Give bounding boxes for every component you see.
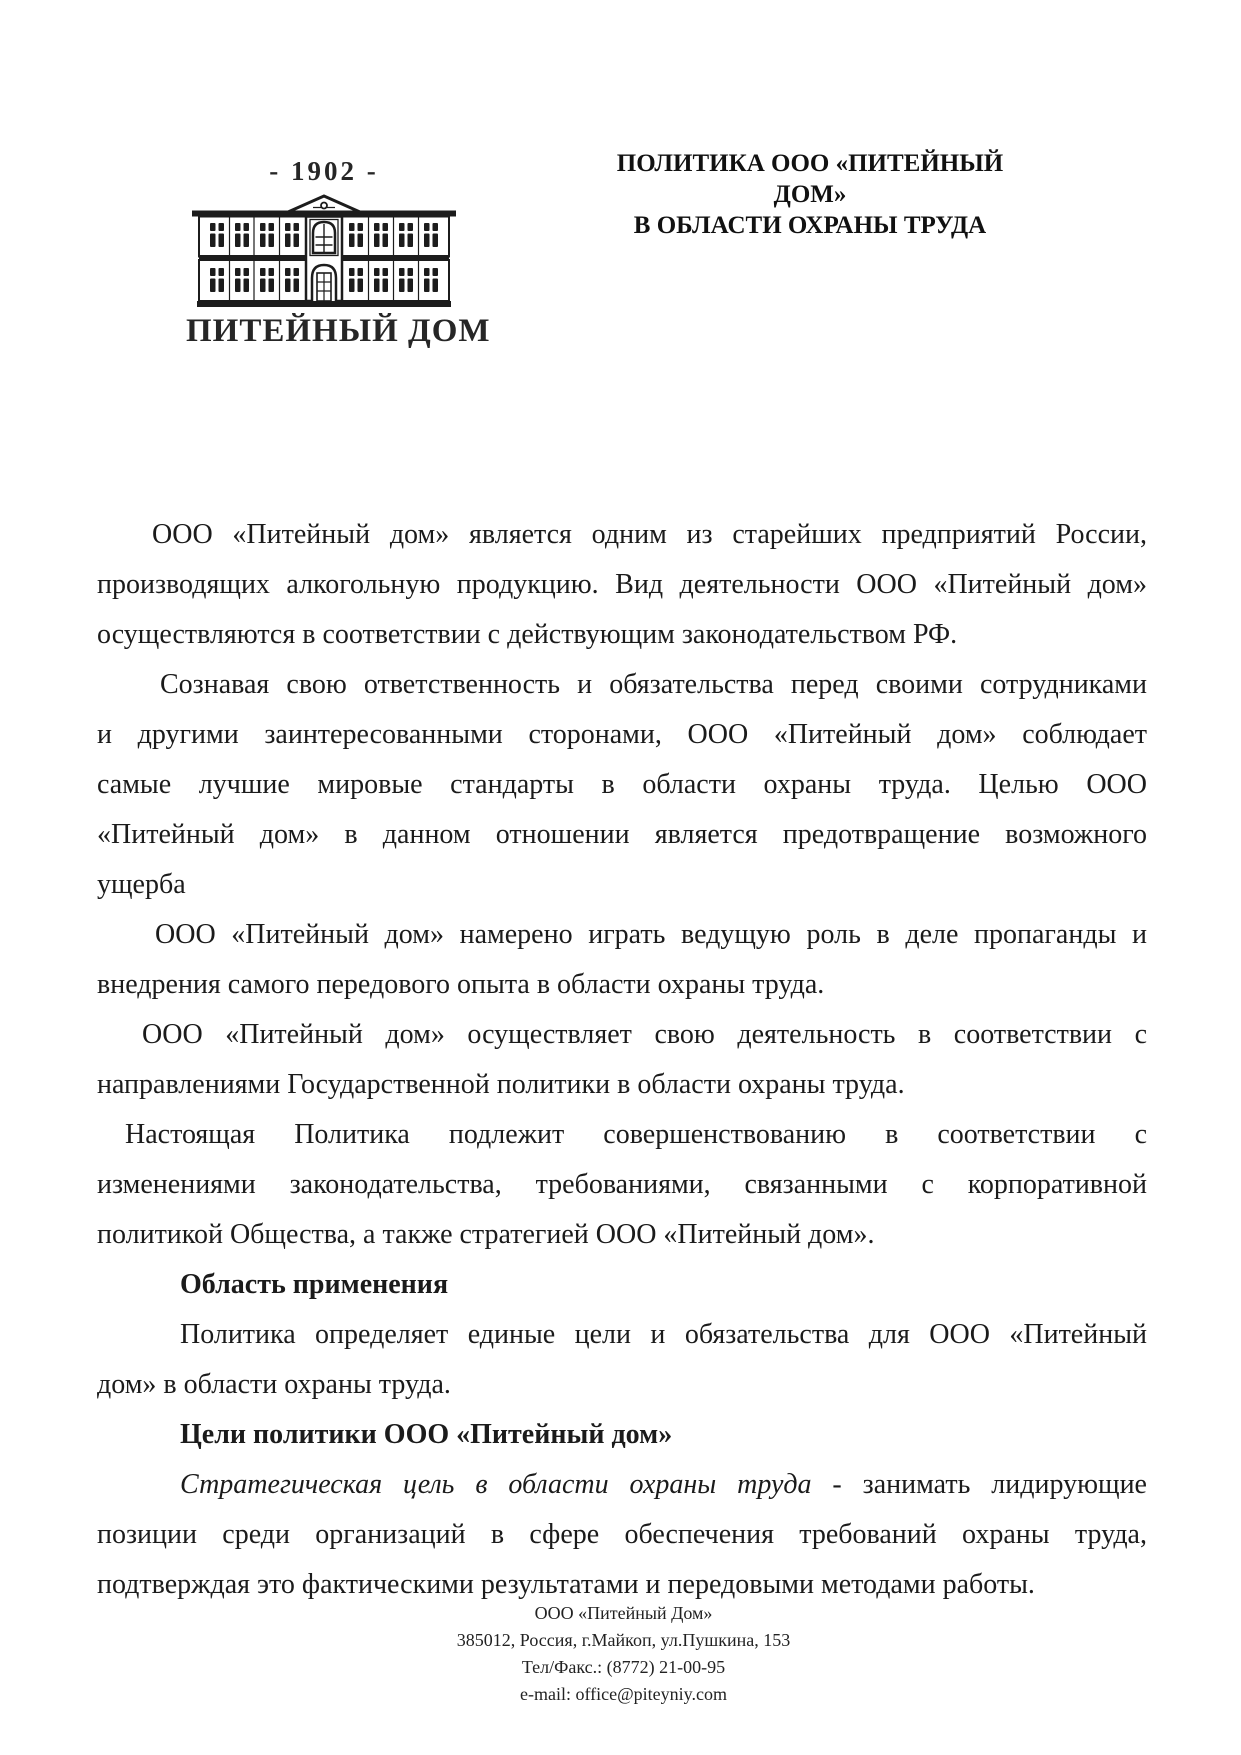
- footer-email: e-mail: office@piteyniy.com: [519, 1684, 727, 1704]
- body-line: внедрения самого передового опыта в области охраны труда.: [97, 969, 825, 1000]
- strategic-goal-rest: - занимать лидирующие: [811, 1469, 1147, 1500]
- strategic-goal-italic: Стратегическая цель в области охраны труда: [180, 1469, 812, 1500]
- document-title-line2: В ОБЛАСТИ ОХРАНЫ ТРУДА: [633, 212, 987, 239]
- footer-phone: Тел/Факс.: (8772) 21-00-95: [521, 1657, 726, 1677]
- body-line: ООО «Питейный дом» осуществляет свою деятельность в соответствии с: [142, 1019, 1147, 1050]
- logo-wordmark: ПИТЕЙНЫЙ ДОМ: [186, 313, 491, 349]
- body-line: дом» в области охраны труда.: [97, 1369, 451, 1400]
- body-line: и другими заинтересованными сторонами, ООО «Питейный дом» соблюдает: [97, 719, 1147, 750]
- body-line: Политика определяет единые цели и обязательства для ООО «Питейный: [180, 1319, 1147, 1350]
- body-line: позиции среди организаций в сфере обеспечения требований охраны труда,: [97, 1519, 1147, 1550]
- body-line: политикой Общества, а также стратегией ООО «Питейный дом».: [97, 1219, 875, 1250]
- body-line: ООО «Питейный дом» является одним из старейших предприятий России,: [152, 519, 1147, 550]
- letterhead-footer: [97, 1600, 1150, 1708]
- body-line: «Питейный дом» в данном отношении является предотвращение возможного: [97, 819, 1147, 850]
- body-line: подтверждая это фактическими результатами и передовыми методами работы.: [97, 1569, 1035, 1600]
- document-body: [97, 510, 1147, 1610]
- body-line: ущерба: [97, 869, 186, 900]
- body-line: Сознавая свою ответственность и обязательства перед своими сотрудниками: [160, 669, 1147, 700]
- section-heading-scope: Область применения: [180, 1269, 449, 1300]
- building-facade-icon: [192, 193, 456, 311]
- body-line: производящих алкогольную продукцию. Вид деятельности ООО «Питейный дом»: [97, 569, 1147, 600]
- body-line: Настоящая Политика подлежит совершенствованию в соответствии с: [125, 1119, 1147, 1150]
- footer-company-name: ООО «Питейный Дом»: [534, 1603, 713, 1623]
- body-line: ООО «Питейный дом» намерено играть ведущую роль в деле пропаганды и: [155, 919, 1147, 950]
- footer-address: 385012, Россия, г.Майкоп, ул.Пушкина, 153: [456, 1630, 791, 1650]
- body-line: направлениями Государственной политики в области охраны труда.: [97, 1069, 905, 1100]
- document-title: [592, 148, 1028, 241]
- section-heading-goals: Цели политики ООО «Питейный дом»: [180, 1419, 673, 1450]
- body-line: изменениями законодательства, требованиями, связанными с корпоративной: [97, 1169, 1147, 1200]
- logo-year-label: - 1902 -: [269, 156, 379, 186]
- body-line: осуществляются в соответствии с действующим законодательством РФ.: [97, 619, 958, 650]
- body-line: [97, 1460, 1147, 1510]
- body-line: самые лучшие мировые стандарты в области охраны труда. Целью ООО: [97, 769, 1147, 800]
- company-logo: [186, 156, 491, 350]
- document-title-line1: ПОЛИТИКА ООО «ПИТЕЙНЫЙ ДОМ»: [616, 150, 1004, 208]
